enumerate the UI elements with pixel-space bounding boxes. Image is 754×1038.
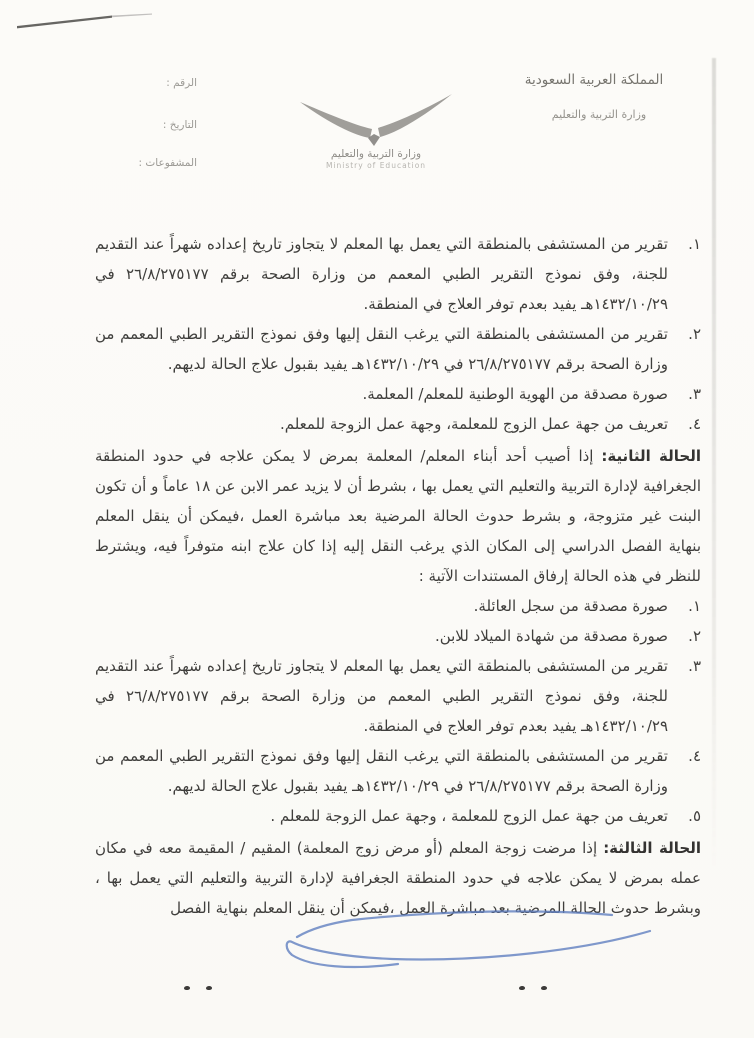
list-item (95, 229, 701, 319)
list-number: ١. (688, 597, 701, 615)
list-item (95, 409, 701, 439)
list-number: ٥. (688, 807, 701, 825)
case-two-paragraph (95, 441, 701, 591)
list-item (95, 651, 701, 741)
logo-caption-arabic: وزارة التربية والتعليم (330, 148, 422, 160)
list-item (95, 741, 701, 801)
footer-mark-icon (541, 986, 547, 990)
list-number: ٣. (688, 657, 701, 675)
ministry-title: وزارة التربية والتعليم (551, 108, 647, 121)
case-three-text: إذا مرضت زوجة المعلم (أو مرض زوج المعلمة) المقيم / المقيمة معه في مكان عمله بمرض لا يمكن علاجه في حدود المنطقة الجغرافية لإدارة التربية والتعليم التي يعمل بها ، وبشرط حدوث الحالة المرضية بعد مباشرة العمل ،فيمكن أن ينقل المعلم بنهاية الفصل (95, 839, 701, 917)
list-item (95, 319, 701, 379)
date-label: التاريخ : (162, 119, 197, 131)
scan-crease-artifact (712, 58, 716, 870)
ref-number-label: الرقم : (166, 77, 197, 89)
list-item-text: تقرير من المستشفى بالمنطقة التي يرغب النقل إليها وفق نموذج التقرير الطبي المعمم من وزارة الصحة برقم ٢٦/٨/٢٧٥١٧٧ في ١٤٣٢/١٠/٢٩هـ يفيد بقبول علاج الحالة لديهم. (95, 747, 668, 795)
attachments-label: المشفوعات : (138, 157, 197, 169)
case-two-heading: الحالة الثانية: (601, 447, 701, 465)
list-item-text: صورة مصدقة من الهوية الوطنية للمعلم/ المعلمة. (362, 385, 668, 403)
case-two-text: إذا أصيب أحد أبناء المعلم/ المعلمة بمرض لا يمكن علاجه في حدود المنطقة الجغرافية لإدارة التربية والتعليم التي يعمل بها ، بشرط أن لا يزيد عمر الابن عن ١٨ عاماً و أن تكون البنت غير متزوجة، و بشرط حدوث الحالة المرضية بعد مباشرة العمل ،فيمكن أن ينقل المعلم بنهاية الفصل الدراسي إلى المكان الذي يرغب النقل إليه إذا كان علاج ابنه متوفراً فيه، ويشترط للنظر في هذه الحالة إرفاق المستندات الآتية : (95, 447, 701, 585)
list-item (95, 801, 701, 831)
wings-logo-icon (296, 88, 456, 146)
list-item (95, 379, 701, 409)
letter-body (95, 229, 701, 923)
footer-mark-icon (184, 986, 190, 990)
list-number: ٢. (688, 325, 701, 343)
logo-caption-english: Ministry of Education (325, 161, 427, 170)
case-three-heading: الحالة الثالثة: (603, 839, 701, 857)
pen-stroke-mark (0, 0, 170, 40)
list-item-text: تقرير من المستشفى بالمنطقة التي يعمل بها المعلم لا يتجاوز تاريخ إعداده شهراً عند التقديم للجنة، وفق نموذج التقرير الطبي المعمم من وزارة الصحة برقم ٢٦/٨/٢٧٥١٧٧ في ١٤٣٢/١٠/٢٩هـ يفيد بعدم توفر العلاج في المنطقة. (95, 657, 668, 735)
list-item-text: تقرير من المستشفى بالمنطقة التي يرغب النقل إليها وفق نموذج التقرير الطبي المعمم من وزارة الصحة برقم ٢٦/٨/٢٧٥١٧٧ في ١٤٣٢/١٠/٢٩هـ يفيد بقبول علاج الحالة لديهم. (95, 325, 668, 373)
list-number: ٤. (688, 415, 701, 433)
list-number: ٢. (688, 627, 701, 645)
list-item-text: تعريف من جهة عمل الزوج للمعلمة ، وجهة عمل الزوجة للمعلم . (270, 807, 668, 825)
list-number: ١. (688, 235, 701, 253)
list-item (95, 621, 701, 651)
kingdom-title: المملكة العربية السعودية (524, 72, 664, 88)
case-three-paragraph (95, 833, 701, 923)
list-number: ٤. (688, 747, 701, 765)
list-item-text: تعريف من جهة عمل الزوج للمعلمة، وجهة عمل الزوجة للمعلم. (279, 415, 668, 433)
footer-mark-icon (206, 986, 212, 990)
ministry-logo (294, 88, 458, 170)
list-item-text: صورة مصدقة من شهادة الميلاد للابن. (434, 627, 668, 645)
list-item-text: تقرير من المستشفى بالمنطقة التي يعمل بها المعلم لا يتجاوز تاريخ إعداده شهراً عند التقديم للجنة، وفق نموذج التقرير الطبي المعمم من وزارة الصحة برقم ٢٦/٨/٢٧٥١٧٧ في ١٤٣٢/١٠/٢٩هـ يفيد بعدم توفر العلاج في المنطقة. (95, 235, 668, 313)
list-item-text: صورة مصدقة من سجل العائلة. (473, 597, 668, 615)
footer-mark-icon (519, 986, 525, 990)
list-number: ٣. (688, 385, 701, 403)
list-item (95, 591, 701, 621)
